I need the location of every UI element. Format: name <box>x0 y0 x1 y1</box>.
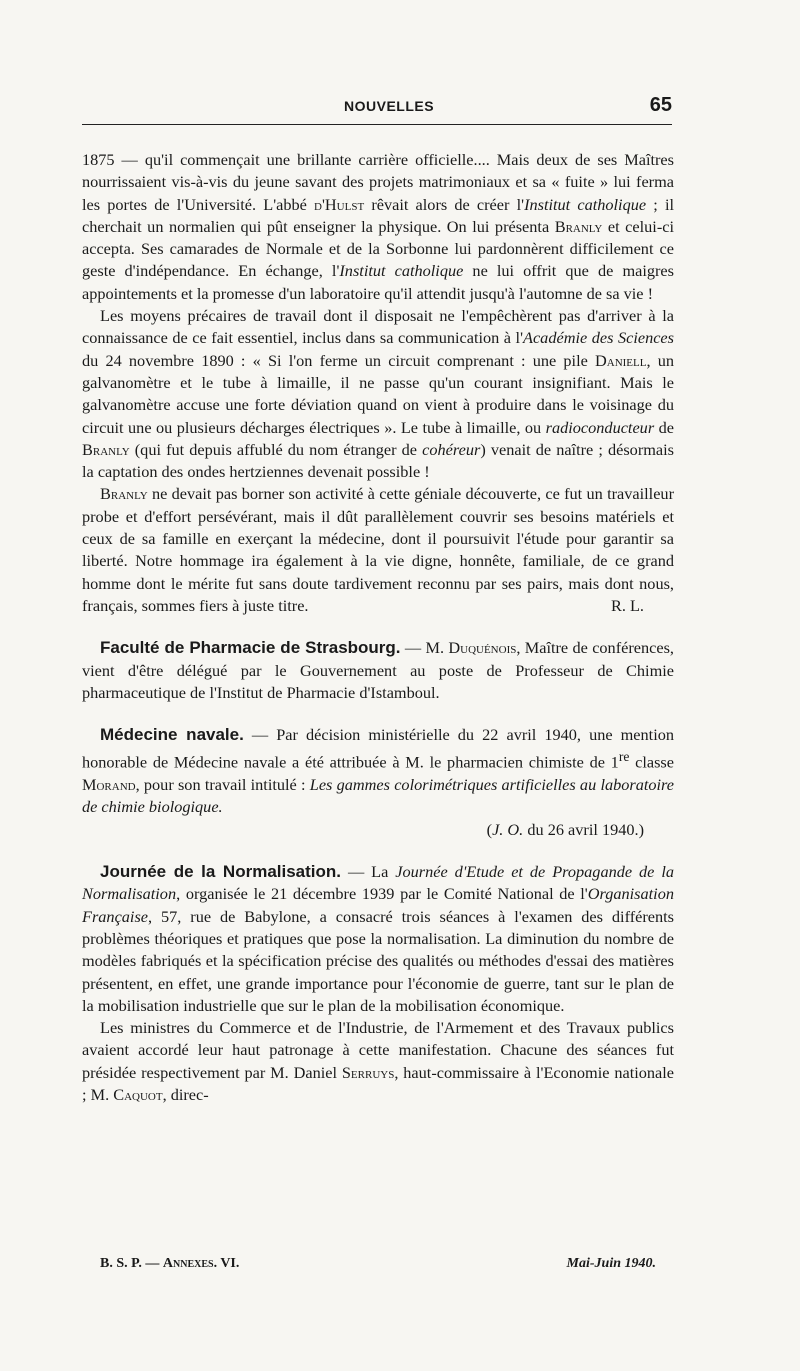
section-title: Médecine navale. <box>100 725 244 745</box>
section-title: Faculté de Pharmacie de Strasbourg. <box>100 638 401 658</box>
page-header <box>82 94 672 125</box>
running-title: NOUVELLES <box>344 98 435 114</box>
page-number: 65 <box>649 94 672 116</box>
paragraph-coherer-discovery: Les moyens précaires de travail dont il disposait ne l'empêchèrent pas d'arriver à la connaissance de ce fait essentiel, inclus dans sa communication à l'Académie des Sciences du 24 novembre 1890 : « Si l'on ferme un circuit comprenant : une pile Daniell, un galvanomètre et le tube à limaille, il ne passe qu'un courant insignifiant. Mais le galvanomètre accuse une forte déviation quand on vient à produire dans le voisinage du circuit une ou plusieurs décharges électriques ». Le tube à limaille, ou radioconducteur de Branly (qui fut depuis affublé du nom étranger de cohéreur) venait de naître ; désormais la captation des ondes hertziennes devenait possible ! <box>82 306 674 482</box>
article-body <box>82 149 674 1106</box>
paragraph-ministres: Les ministres du Commerce et de l'Industrie, de l'Armement et des Travaux publics avaient accordé leur haut patronage à cette manifestation. Chacune des séances fut présidée respectivement par M. Daniel Serruys, haut-commissaire à l'Economie nationale ; M. Caquot, direc- <box>82 1018 674 1104</box>
author-signature: R. L. <box>610 595 644 615</box>
footer-publication: B. S. P. — Annexes. VI. <box>100 1256 240 1271</box>
paragraph-branly-career: 1875 — qu'il commençait une brillante carrière officielle.... Mais deux de ses Maîtres nourrissaient vis-à-vis du jeune savant des projets matrimoniaux et sa « fuite » lui ferma les portes de l'Université. L'abbé d'Hulst rêvait alors de créer l'Institut catholique ; il cherchait un normalien qui pût enseigner la physique. On lui présenta Branly et celui-ci accepta. Ses camarades de Normale et de la Sorbonne lui pardonnèrent difficilement ce geste d'indépendance. En échange, l'Institut catholique ne lui offrit que de maigres appointements et la promesse d'un laboratoire qu'il attendit jusqu'à l'automne de sa vie ! <box>82 150 674 303</box>
section-title: Journée de la Normalisation. <box>100 862 342 882</box>
news-journee-normalisation: Journée de la Normalisation. — La Journée d'Etude et de Propagande de la Normalisation, organisée le 21 décembre 1939 par le Comité National de l'Organisation Française, 57, rue de Babylone, a consacré trois séances à l'examen des différents problèmes théoriques et pratiques que pose la normalisation. La diminution du nombre de modèles fabriqués et la spécification précise des qualités ou méthodes d'essai des matières présentent, en effet, une grande importance pour l'économie de guerre, tant sur le plan de la mobilisation industrielle que sur le plan de la mobilisation économique. <box>82 862 675 1015</box>
journal-officiel-reference: (J. O. du 26 avril 1940.) <box>486 819 644 839</box>
news-medecine-navale: Médecine navale. — Par décision ministérielle du 22 avril 1940, une mention honorable de Médecine navale a été attribuée à M. le pharmacien chimiste de 1re classe Morand, pour son travail intitulé : Les gammes colorimétriques artificielles au laboratoire de chimie biologique. <box>82 725 675 817</box>
footer-issue-date: Mai-Juin 1940. <box>566 1256 656 1271</box>
news-faculte-strasbourg: Faculté de Pharmacie de Strasbourg. — M. Duquénois, Maître de conférences, vient d'être délégué par le Gouvernement au poste de Professeur de Chimie pharmaceutique de l'Institut de Pharmacie d'Istamboul. <box>82 638 674 702</box>
paragraph-tribute: Branly ne devait pas borner son activité à cette géniale découverte, ce fut un travailleur probe et d'effort persévérant, mais il dût parallèlement couvrir ses besoins matériels et ceux de sa famille en exerçant la médecine, dont il poursuivit l'étude pour garantir sa liberté. Notre hommage ira également à la vie digne, honnête, familiale, de ce grand homme dont le mérite fut sans doute tardivement reconnu par ses pairs, mais dont nous, français, sommes fiers à juste titre. R. L. <box>82 483 674 617</box>
